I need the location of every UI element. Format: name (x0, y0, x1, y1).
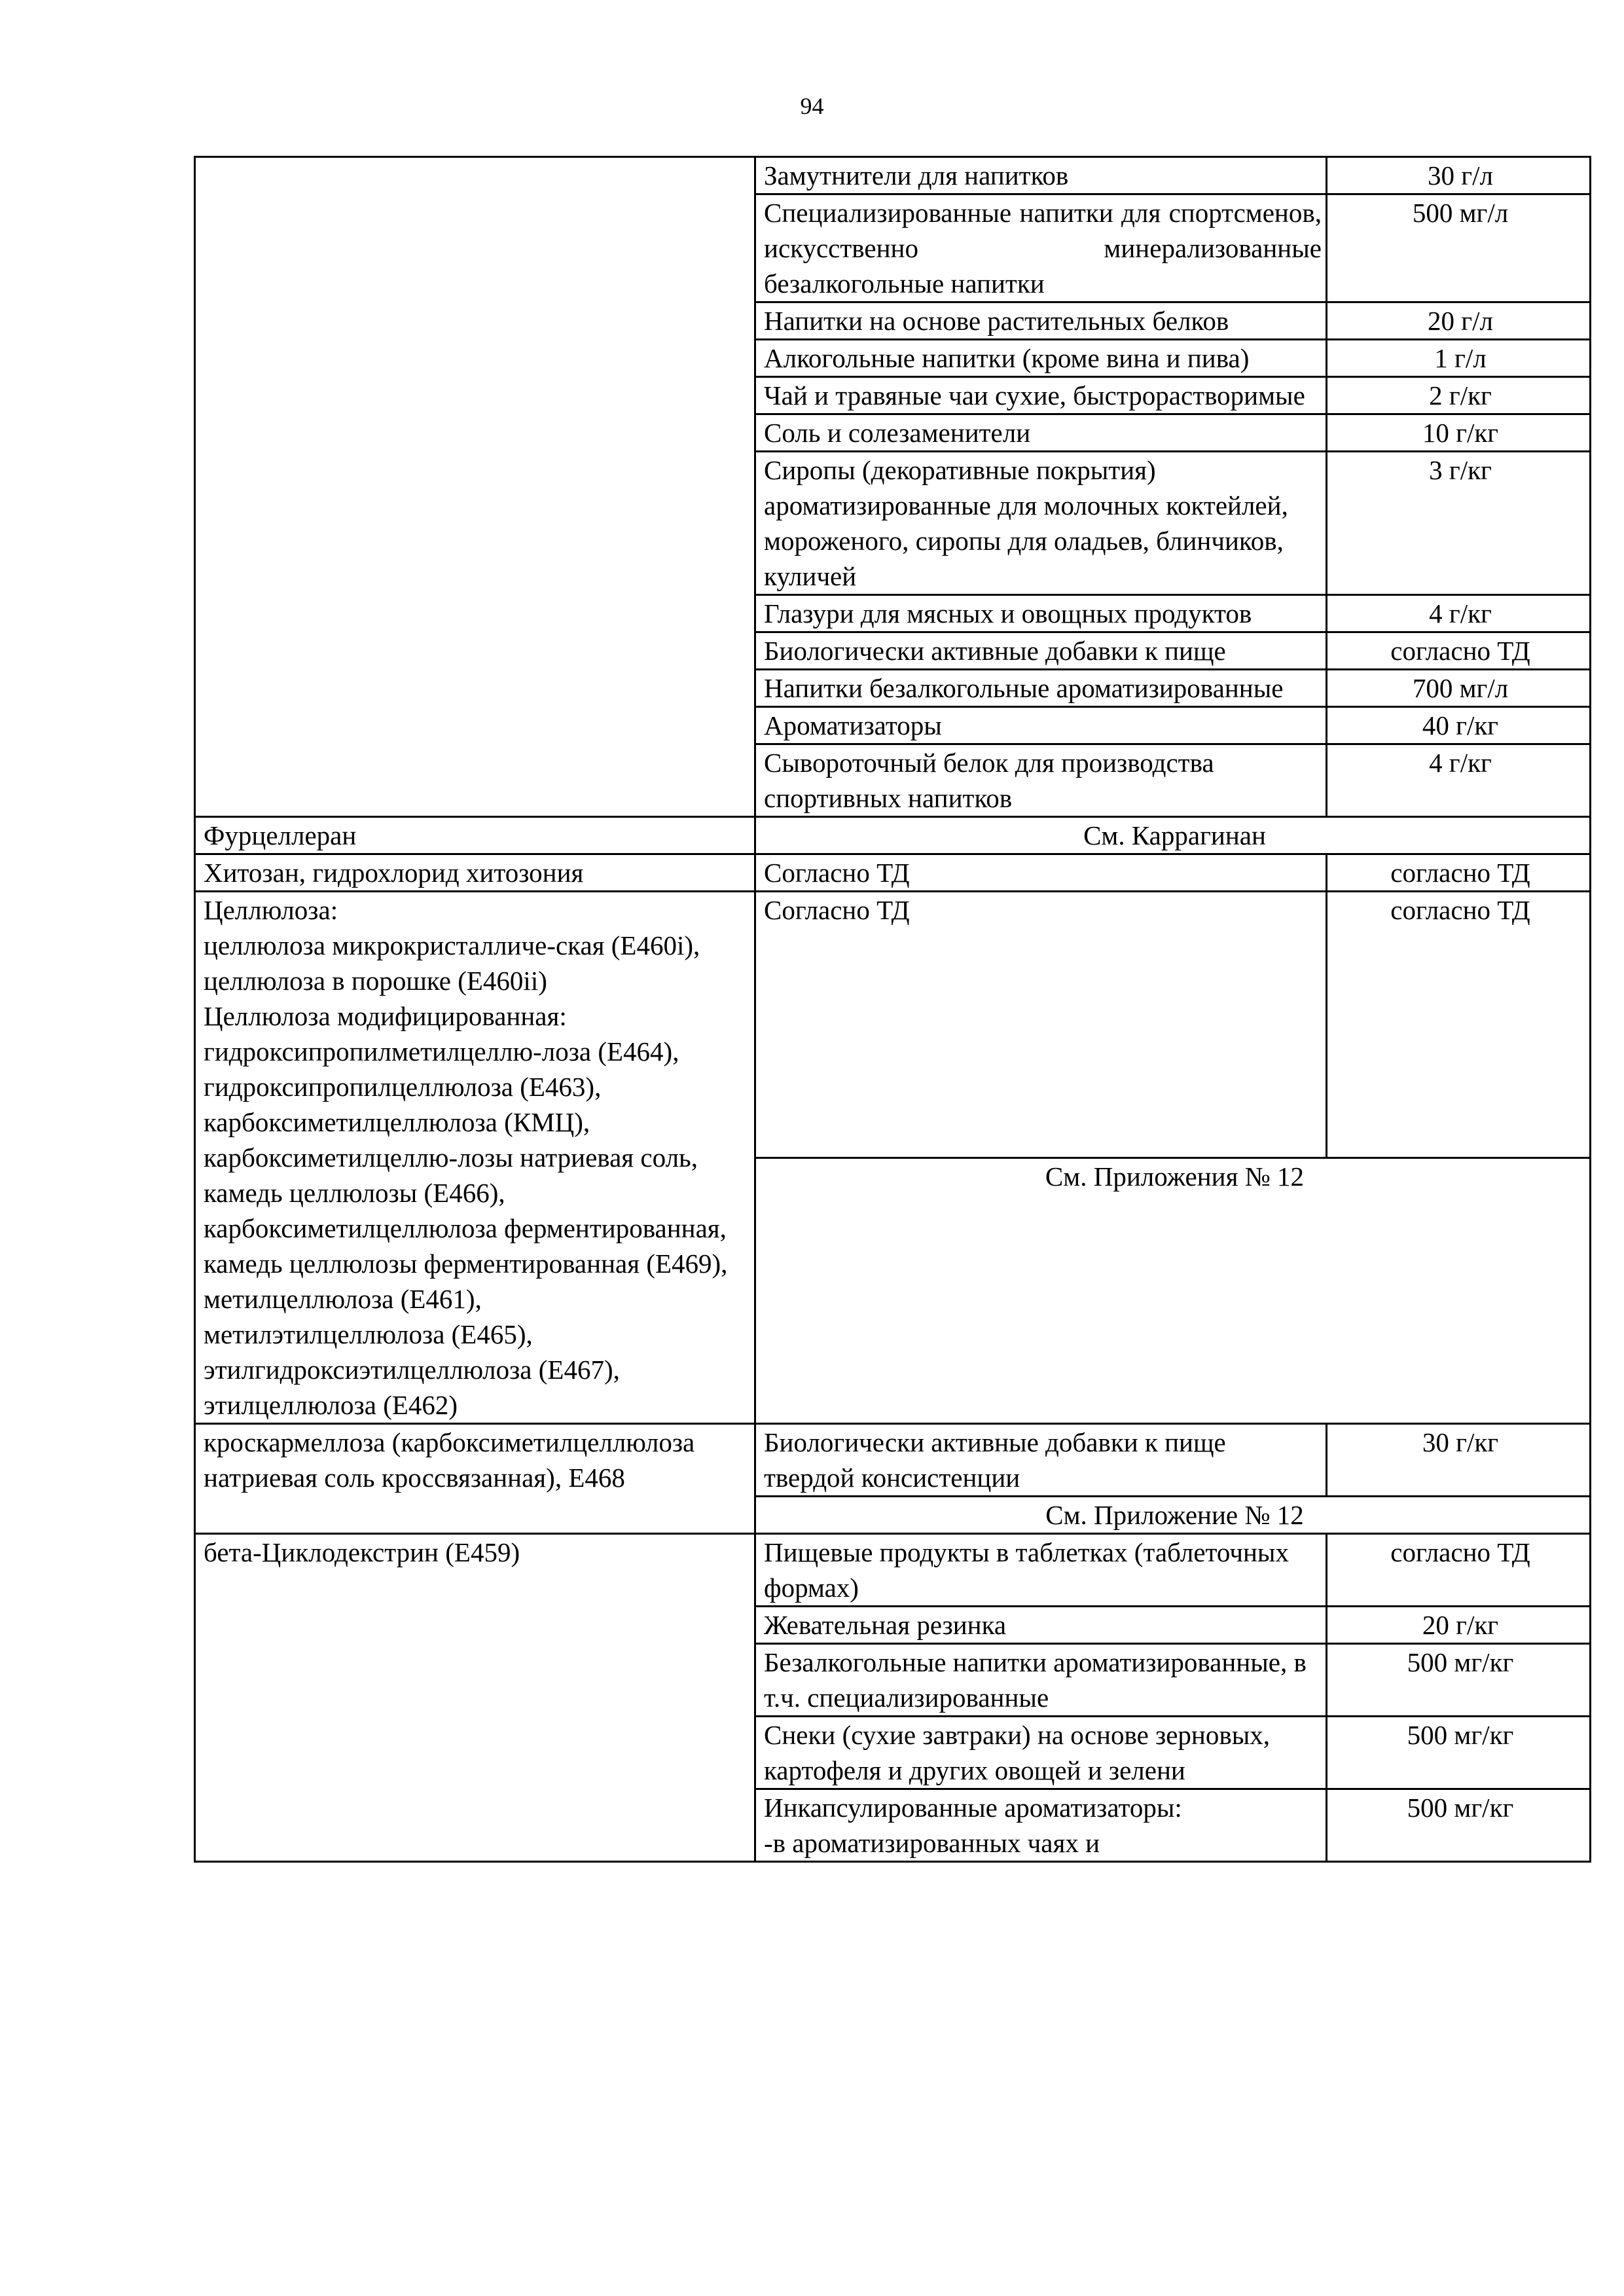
value-cell: 500 мг/л (1327, 194, 1591, 302)
value-cell: согласно ТД (1327, 632, 1591, 670)
substance-line: гидроксипропилметилцеллю-лоза (E464), (204, 1036, 679, 1066)
product-cell: Напитки безалкогольные ароматизированные (755, 670, 1327, 707)
value-cell: 4 г/кг (1327, 595, 1591, 632)
product-cell: Сывороточный белок для производства спортивных напитков (755, 744, 1327, 817)
product-cell: Биологически активные добавки к пище (755, 632, 1327, 670)
substance-line: Целлюлоза модифицированная: (204, 1001, 567, 1031)
value-cell: 20 г/кг (1327, 1607, 1591, 1644)
reference-cell: См. Приложение № 12 (755, 1497, 1591, 1534)
product-cell: Согласно ТД (755, 854, 1327, 892)
product-cell: Биологически активные добавки к пище твердой консистенции (755, 1424, 1327, 1497)
product-cell: Чай и травяные чаи сухие, быстрорастворимые (755, 377, 1327, 414)
substance-line: этилгидроксиэтилцеллюлоза (E467), (204, 1355, 620, 1385)
substance-line: метилэтилцеллюлоза (E465), (204, 1319, 533, 1349)
substance-line: карбоксиметилцеллюлоза ферментированная, камедь целлюлозы ферментированная (E469), (204, 1213, 728, 1279)
product-line: -в ароматизированных чаях и (764, 1828, 1100, 1858)
value-cell: 20 г/л (1327, 302, 1591, 340)
substance-cell: Хитозан, гидрохлорид хитозония (195, 854, 755, 892)
substance-line: этилцеллюлоза (E462) (204, 1390, 458, 1420)
substance-line: целлюлоза микрокристалличе-ская (E460i), (204, 930, 700, 960)
value-cell: 30 г/л (1327, 157, 1591, 194)
value-cell: 500 мг/кг (1327, 1644, 1591, 1717)
table-row (195, 1534, 1591, 1607)
table-row (195, 157, 1591, 194)
value-cell: 2 г/кг (1327, 377, 1591, 414)
value-cell: 500 мг/кг (1327, 1789, 1591, 1862)
substance-cell (195, 892, 755, 1424)
additives-table (194, 156, 1591, 1863)
product-cell: Согласно ТД (755, 892, 1327, 1158)
substance-cell-empty (195, 157, 755, 817)
value-cell: 700 мг/л (1327, 670, 1591, 707)
product-cell: Безалкогольные напитки ароматизированные, в т.ч. специализированные (755, 1644, 1327, 1717)
substance-cell: Фурцеллеран (195, 817, 755, 854)
product-cell: Глазури для мясных и овощных продуктов (755, 595, 1327, 632)
product-cell: Сиропы (декоративные покрытия) ароматизированные для молочных коктейлей, мороженого, сиропы для оладьев, блинчиков, куличей (755, 452, 1327, 595)
substance-cell: кроскармеллоза (карбоксиметилцеллюлоза натриевая соль кроссвязанная), E468 (195, 1424, 755, 1534)
value-cell: согласно ТД (1327, 854, 1591, 892)
substance-line: гидроксипропилцеллюлоза (E463), (204, 1072, 602, 1102)
table-row (195, 1424, 1591, 1497)
value-cell: 1 г/л (1327, 340, 1591, 377)
table-row (195, 854, 1591, 892)
value-cell: 500 мг/кг (1327, 1717, 1591, 1789)
substance-cell: бета-Циклодекстрин (E459) (195, 1534, 755, 1862)
value-cell: согласно ТД (1327, 892, 1591, 1158)
substance-line: целлюлоза в порошке (E460ii) (204, 966, 547, 996)
product-cell: Соль и солезаменители (755, 414, 1327, 452)
product-cell (755, 1789, 1327, 1862)
value-cell: 10 г/кг (1327, 414, 1591, 452)
product-cell: Жевательная резинка (755, 1607, 1327, 1644)
value-cell: 30 г/кг (1327, 1424, 1591, 1497)
product-line: Инкапсулированные ароматизаторы: (764, 1793, 1182, 1823)
product-cell: Ароматизаторы (755, 707, 1327, 744)
value-cell: 3 г/кг (1327, 452, 1591, 595)
value-cell: 4 г/кг (1327, 744, 1591, 817)
substance-line: метилцеллюлоза (E461), (204, 1284, 482, 1314)
reference-cell: См. Каррагинан (755, 817, 1591, 854)
product-cell: Пищевые продукты в таблетках (таблеточных формах) (755, 1534, 1327, 1607)
product-cell: Напитки на основе растительных белков (755, 302, 1327, 340)
product-cell: Замутнители для напитков (755, 157, 1327, 194)
page-number: 94 (800, 93, 824, 119)
value-cell: 40 г/кг (1327, 707, 1591, 744)
product-cell: Снеки (сухие завтраки) на основе зерновых, картофеля и других овощей и зелени (755, 1717, 1327, 1789)
table-row (195, 817, 1591, 854)
substance-line: карбоксиметилцеллюлоза (КМЦ), (204, 1107, 590, 1137)
value-cell: согласно ТД (1327, 1534, 1591, 1607)
reference-cell: См. Приложения № 12 (755, 1157, 1591, 1424)
product-cell: Специализированные напитки для спортсменов, искусственно минерализованные безалкогольные напитки (755, 194, 1327, 302)
substance-line: Целлюлоза: (204, 895, 338, 925)
product-cell: Алкогольные напитки (кроме вина и пива) (755, 340, 1327, 377)
table-row (195, 892, 1591, 1158)
substance-line: карбоксиметилцеллю-лозы натриевая соль, камедь целлюлозы (E466), (204, 1142, 698, 1208)
